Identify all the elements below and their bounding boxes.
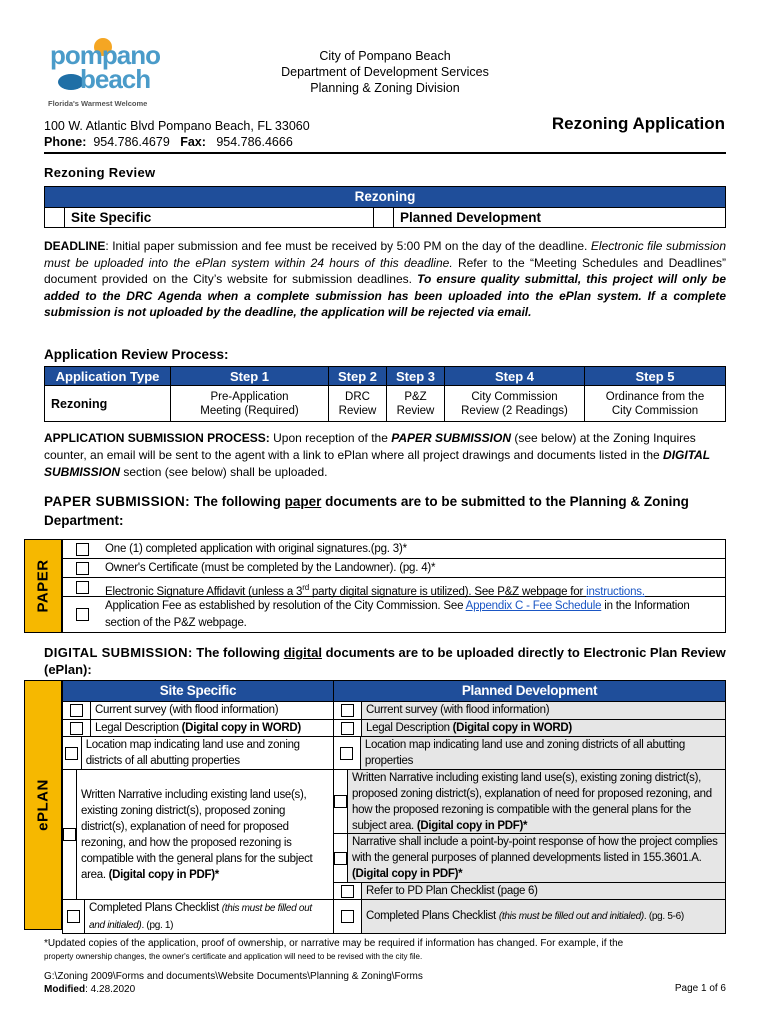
pd-row-survey [334,701,725,719]
paper-item-3-text-a: Electronic Signature Affidavit (unless a 3 [105,585,303,598]
division-name: Planning & Zoning Division [310,81,460,95]
ss-legal-text-a: Legal Description [95,722,182,734]
ss-row-narrative [63,769,333,899]
ss-location-map-text: Location map indicating land use and zoning districts of all abutting properties [85,739,300,767]
application-type-value: Rezoning [45,386,171,422]
digital-submission-ref: DIGITAL SUBMISSION [44,448,710,479]
planned-development-checkbox[interactable] [374,208,394,227]
ss-plans-checklist-text [85,900,333,933]
submission-text-1: Upon reception of the [269,431,392,445]
digital-submission-title [44,644,726,678]
step-5-line-2: City Commission [611,404,699,417]
digital-title-label: DIGITAL SUBMISSION: [44,645,193,660]
planned-development-column [334,701,725,933]
paper-item-4-text-b: in the Information section of the P&Z webpage. [105,600,690,629]
pd-plans-checklist-text-a: Completed Plans Checklist [366,910,499,922]
review-process-title: Application Review Process: [44,347,229,362]
footnote [44,936,726,962]
paper-title-text-1: The following [190,494,285,509]
ss-row-plans-checklist [63,899,333,933]
contact-line [44,134,293,150]
ss-plans-checklist-checkbox[interactable] [67,910,80,923]
process-body-row [45,386,726,422]
deadline-reference-text: Refer to the “Meeting Schedules and Deadlines” document provided on the City’s website for submission deadlines. [44,255,726,287]
ss-narrative-checkbox[interactable] [63,828,76,841]
process-header-row [45,367,726,386]
pd-row-legal [334,719,725,736]
instructions-link[interactable]: instructions. [586,585,645,598]
pd-row-point-by-point [334,833,725,882]
ss-survey-text: Current survey (with flood information) [95,704,279,716]
pd-point-by-point-text-a: Narrative shall include a point-by-point response of how the project complies with the general purposes of planned developments listed in 155.3601.A. [352,836,718,864]
paper-side-tab [24,539,62,633]
ss-row-survey [63,701,333,719]
deadline-text: : Initial paper submission and fee must be received by 5:00 PM on the day of the deadline. [105,239,591,253]
eplan-tab-label: ePLAN [34,779,52,831]
paper-submission-ref: PAPER SUBMISSION [391,431,512,445]
step-5-cell [585,386,726,422]
logo-word-beach: beach [80,64,151,94]
paper-item-4-text-a: Application Fee as established by resolution of the City Commission. See [105,600,466,612]
pd-narrative-text-b: (Digital copy in PDF)* [416,820,528,832]
paper-checklist [62,539,726,633]
footnote-line-2: property ownership changes, the owner's certificate and application will need to be revised with the city file. [44,952,423,961]
paper-item-3-text [101,578,725,596]
address: 100 W. Atlantic Blvd Pompano Beach, FL 33060 [44,119,310,133]
paper-item-3-checkbox[interactable] [76,581,89,594]
site-specific-column [63,701,334,933]
pd-row-plans-checklist [334,899,725,933]
step-1-cell [171,386,329,422]
header-application-type: Application Type [45,367,171,386]
ss-location-map-checkbox[interactable] [65,747,78,760]
ss-row-location-map [63,736,333,769]
submission-text-3: section (see below) shall be uploaded. [120,465,328,479]
step-3-cell [387,386,445,422]
ss-plans-checklist-text-b: (this must be filled out and initialed) [88,903,312,931]
paper-tab-label: PAPER [34,559,52,613]
paper-item-1-checkbox[interactable] [76,543,89,556]
pd-checklist-ref-text: Refer to PD Plan Checklist (page 6) [366,885,538,897]
digital-title-underlined: digital [283,645,322,660]
ss-survey-checkbox[interactable] [70,704,83,717]
city-logo [44,36,164,112]
logo-word-pompano: pompano [50,40,160,70]
header-divider [44,152,726,154]
step-1-line-1: Pre-Application [210,390,289,403]
header-step-5: Step 5 [585,367,726,386]
pd-narrative-text-a: Written Narrative including existing land use(s), existing zoning district(s), proposed zoning district(s), explanation of need for proposed rezoning, and how the proposed rezoning is compatible with the general plans for the subject area. [352,772,712,832]
pd-plans-checklist-text-b: (this must be filled out and initialed) [498,911,644,922]
step-4-line-2: Review (2 Readings) [461,404,568,417]
fax-number: 954.786.4666 [216,135,293,149]
deadline-eplan-note: Electronic file submission must be uploaded into the ePlan system within 24 hours of this deadline. [44,239,727,270]
eplan-header-row [63,681,725,701]
planned-development-label: Planned Development [400,210,542,225]
pd-plans-checklist-text [362,908,688,925]
application-title: Rezoning Application [551,114,725,133]
pd-narrative-text [348,770,725,833]
eplan-side-tab [24,680,62,930]
step-2-line-1: DRC [345,390,370,403]
header-step-4: Step 4 [445,367,585,386]
pd-legal-text-a: Legal Description [366,722,453,734]
phone-number: 954.786.4679 [93,135,170,149]
submission-label: APPLICATION SUBMISSION PROCESS: [44,431,270,445]
ss-plans-checklist-text-c: . (pg. 1) [141,920,174,931]
paper-item-4 [63,596,725,632]
step-1-line-2: Meeting (Required) [200,404,299,417]
rezoning-review-title: Rezoning Review [44,165,156,180]
header-step-1: Step 1 [171,367,329,386]
pd-point-by-point-text [348,834,725,882]
step-3-line-1: P&Z [404,390,427,403]
step-5-line-1: Ordinance from the [605,390,705,403]
paper-submission-title [44,492,726,530]
pd-plans-checklist-checkbox[interactable] [341,910,354,923]
ss-narrative-text-b: (Digital copy in PDF)* [108,868,219,881]
city-name: City of Pompano Beach [319,49,451,63]
modified-value: : 4.28.2020 [85,984,136,995]
header-step-2: Step 2 [329,367,387,386]
review-process-table [44,366,726,422]
pd-location-map-checkbox[interactable] [340,747,353,760]
pd-row-pd-checklist [334,882,725,899]
step-4-line-1: City Commission [471,390,558,403]
page-number: Page 1 of 6 [674,983,726,994]
pd-location-map-text: Location map indicating land use and zoning districts of all abutting properties [364,739,685,767]
fax-label: Fax: [180,135,206,149]
fee-schedule-link[interactable]: Appendix C - Fee Schedule [465,600,602,612]
ss-legal-text-b: (Digital copy in WORD) [181,722,301,734]
rezoning-options-row [45,207,725,227]
paper-item-3-sup: rd [302,583,309,592]
phone-label: Phone: [44,135,87,149]
site-specific-label: Site Specific [65,208,374,227]
paper-title-text-2: documents are to be submitted to the Planning & Zoning Department: [44,494,689,528]
step-3-line-2: Review [396,404,435,417]
digital-title-text-2: documents are to be uploaded directly to Electronic Plan Review (ePlan): [44,645,726,677]
ss-row-legal [63,719,333,736]
paper-item-2-checkbox[interactable] [76,562,89,575]
header-step-3: Step 3 [387,367,445,386]
pd-survey-text: Current survey (with flood information) [366,704,550,716]
paper-item-1 [63,540,725,558]
eplan-body [63,701,725,933]
pd-point-by-point-text-b: (Digital copy in PDF)* [352,868,463,880]
paper-title-label: PAPER SUBMISSION: [44,494,191,509]
file-path: G:\Zoning 2009\Forms and documents\Website Documents\Planning & Zoning\Forms [44,971,423,982]
paper-item-3 [63,577,725,596]
modified-date [44,983,135,996]
site-specific-column-header: Site Specific [63,681,334,701]
pd-survey-checkbox[interactable] [341,704,354,717]
eplan-checklist-table [62,680,726,934]
paper-title-underlined: paper [284,494,322,509]
header-org-block [200,48,570,96]
deadline-warning: To ensure quality submittal, this project will only be added to the DRC Agenda when a complete submission has been uploaded into the ePlan system. If a complete submission is not uploaded by the deadline, the application will be rejected via email. [44,272,726,320]
pd-narrative-checkbox[interactable] [334,795,347,808]
deadline-label: DEADLINE [44,239,106,253]
rezoning-review-table [44,186,726,228]
department-name: Department of Development Services [281,65,489,79]
pd-row-narrative [334,769,725,833]
paper-item-3-text-b: party digital signature is utilized). See P&Z webpage for [308,585,587,598]
pd-checklist-ref-checkbox[interactable] [341,885,354,898]
site-specific-checkbox[interactable] [45,208,65,227]
pd-legal-text-b: (Digital copy in WORD) [452,722,572,734]
ss-narrative-text-a: Written Narrative including existing land use(s), existing zoning district(s), proposed zoning district(s), explanation of need for proposed rezoning, and how the proposed rezoning is compatible with the general plans for the subject area. [81,788,313,881]
ss-legal-checkbox[interactable] [70,722,83,735]
paper-item-2 [63,558,725,577]
submission-process-paragraph [44,430,726,481]
step-2-line-2: Review [338,404,377,417]
paper-item-4-text [101,597,725,632]
pd-legal-checkbox[interactable] [341,722,354,735]
pd-legal-text [362,720,576,736]
logo-tagline: Florida's Warmest Welcome [48,99,148,108]
pd-row-location-map [334,736,725,769]
ss-plans-checklist-text-a: Completed Plans Checklist [88,902,222,914]
step-4-cell [445,386,585,422]
deadline-paragraph [44,238,726,321]
ss-narrative-text [77,787,333,883]
submission-text-2: (see below) at the Zoning Inquires counter, an email will be sent to the agent with a link to ePlan where all project drawings and documents listed in the [44,431,696,462]
ss-legal-text [91,720,305,736]
paper-item-4-checkbox[interactable] [76,608,89,621]
footnote-line-1: *Updated copies of the application, proof of ownership, or narrative may be required if information has changed. For example, if the [44,938,624,949]
pd-point-by-point-checkbox[interactable] [334,852,347,865]
digital-title-text-1: The following [192,645,284,660]
pd-plans-checklist-text-c: . (pg. 5-6) [643,911,684,922]
step-2-cell [329,386,387,422]
rezoning-table-header: Rezoning [45,187,725,207]
modified-label: Modified [44,984,86,995]
planned-development-column-header: Planned Development [461,683,598,698]
paper-item-2-text: Owner's Certificate (must be completed by the Landowner). (pg. 4)* [105,562,436,574]
paper-item-1-text: One (1) completed application with original signatures.(pg. 3)* [105,543,407,555]
